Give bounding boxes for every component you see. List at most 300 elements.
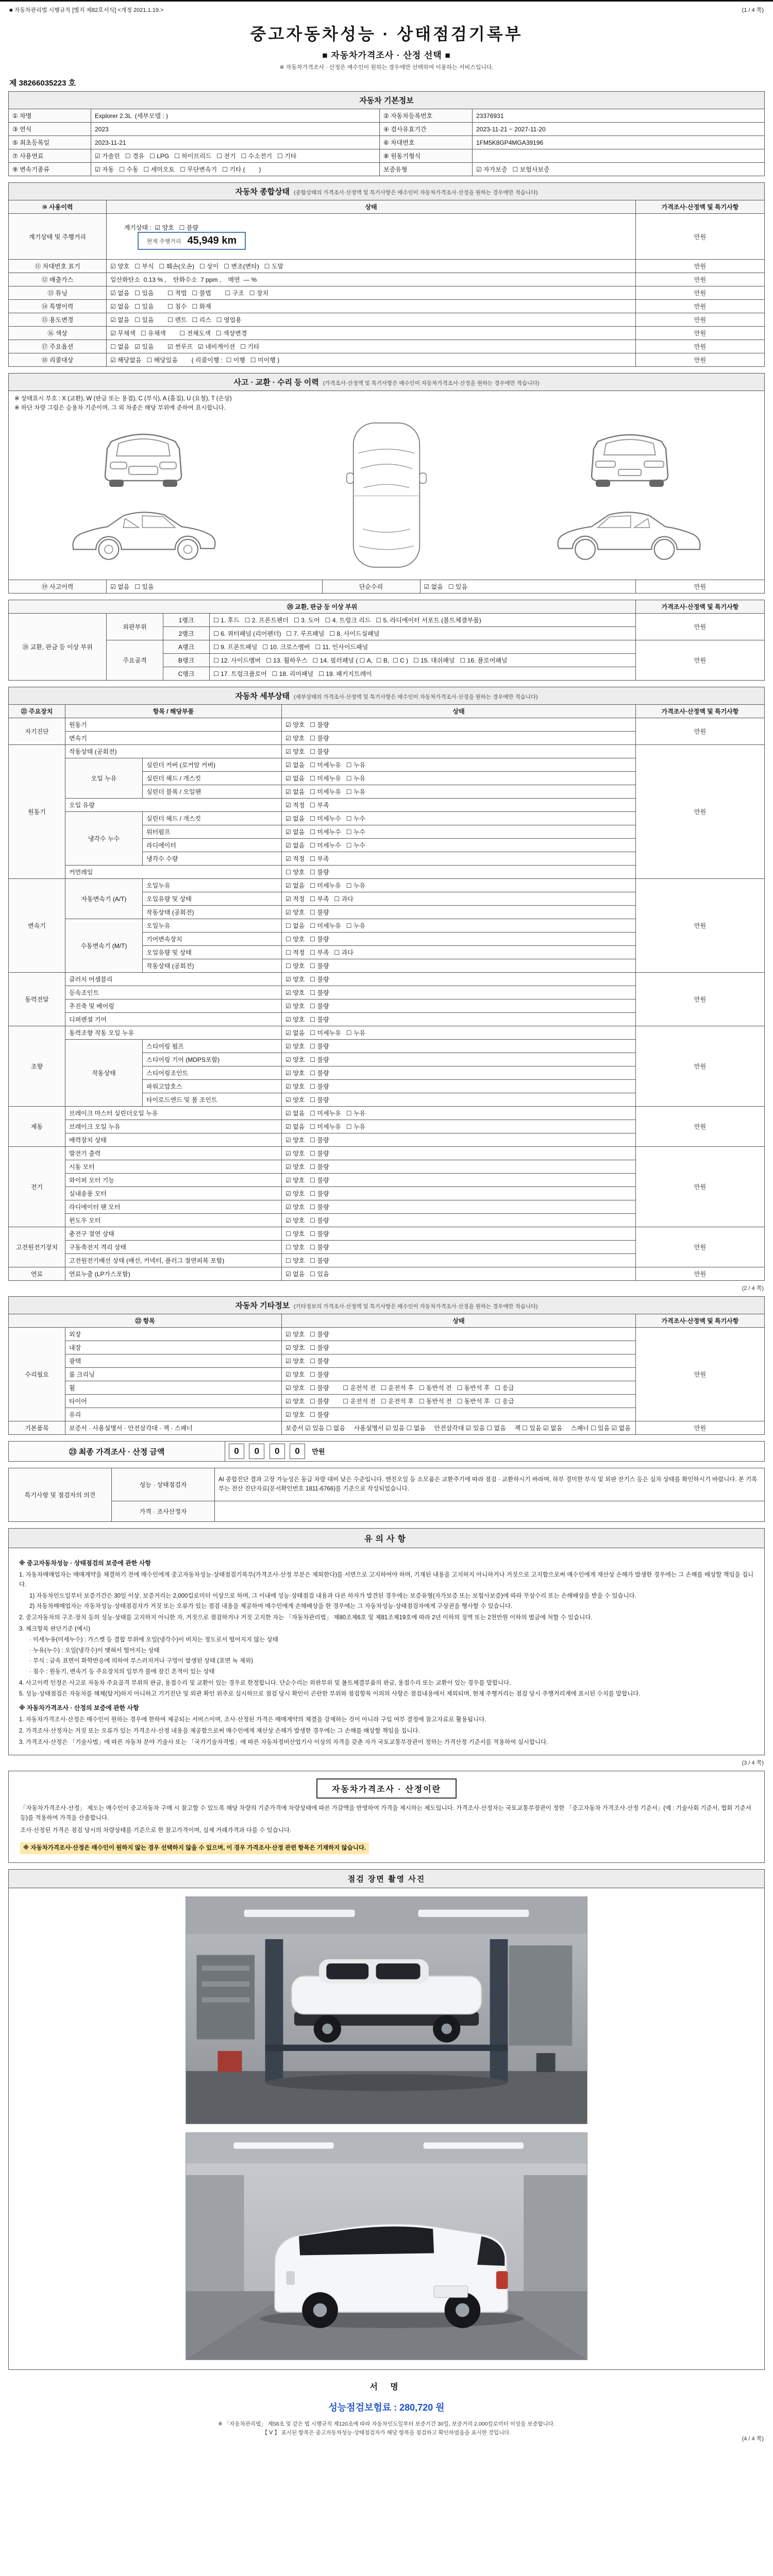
item-label: ⑭ 특별이력: [9, 300, 107, 313]
form-reference-row: [8, 5, 765, 14]
page-mark: (3 / 4 쪽): [742, 1760, 764, 1767]
price-cell: 만원: [636, 340, 765, 353]
state-checkboxes: ☑ 양호 ☐ 불량: [282, 1341, 636, 1354]
item-label: 타이어: [65, 1395, 282, 1408]
price-survey-title-wrap: [20, 1778, 753, 1799]
sub-group-label: 오일 누유: [65, 758, 143, 799]
page-title: 중고자동차성능 · 상태점검기록부: [250, 25, 523, 43]
footer-line: ※ 「자동차관리법」 제58조 및 같은 법 시행규칙 제120조에 따라 자동차인도일부터 보증기간 30일, 보증거리 2,000킬로미터 이상을 보증합니다.: [218, 2421, 555, 2428]
price-digit: 0: [229, 1444, 244, 1459]
device-group-label: 고전원전기장치: [9, 1227, 65, 1267]
group-label-exchange: ⑳ 교환, 판금 등 이상 부위: [9, 614, 107, 681]
diagram-right-column: [552, 419, 707, 571]
column-header-device: ㉑ 주요장치: [9, 705, 65, 718]
price-digit: 0: [290, 1444, 305, 1459]
item-label: ⑯ 색상: [9, 327, 107, 340]
final-price-value: [225, 1442, 765, 1462]
group-label-repair: 수리필요: [9, 1328, 65, 1421]
state-checkboxes: ☑ 양호 ☐ 불량: [282, 1408, 636, 1421]
column-header-state: 상태: [282, 1314, 636, 1328]
state-checkboxes: ☐ 양호 ☐ 불량: [282, 1254, 636, 1267]
item-label: 실린더 커버 (로커암 커버): [143, 758, 282, 772]
item-label: 실린더 블록 / 오일팬: [143, 785, 282, 799]
rank-label: C랭크: [163, 667, 210, 681]
item-label: 구동축전지 격리 상태: [65, 1241, 282, 1254]
price-digit: 0: [249, 1444, 264, 1459]
price-cell: 만원: [635, 1328, 764, 1421]
basic-info-table: [8, 91, 765, 176]
inspection-photo-lift: [186, 1896, 587, 2124]
device-group-label: 연료: [9, 1267, 65, 1281]
section-title-text: 자동차 기타정보: [235, 1301, 290, 1310]
state-checkboxes: ☑ 양호 ☐ 불량: [282, 1328, 636, 1341]
rank-label: 1랭크: [163, 614, 210, 627]
price-cell: 만원: [636, 614, 765, 640]
state-checkboxes: ☐ 양호 ☐ 불량: [282, 1241, 636, 1254]
state-checkboxes: ☑ 양호 ☐ 불량: [282, 1013, 636, 1026]
form-reference-text: ■ 자동차관리법 시행규칙 [별지 제82호서식] <개정 2021.1.19.>: [9, 7, 164, 13]
notice-paragraph: 2. 중고자동차의 구조·장치 등의 성능·상태를 고지하지 아니한 자, 거짓으로 점검하거나 거짓 고지한 자는 「자동차관리법」 제80조제6호 및 제81조제19호에 따라 2년 이하의 징역 또는 2천만원 이하의 벌금에 처할 수 있습니다.: [19, 1614, 593, 1621]
state-checkboxes: ☑ 없음 ☐ 있음 ☐ 적법 ☐ 불법 ☐ 구조 ☐ 장치: [107, 286, 636, 300]
item-label: 작동상태 (공회전): [143, 906, 282, 919]
item-label: 룸 크리닝: [65, 1368, 282, 1381]
item-label: 휠: [65, 1381, 282, 1395]
item-label: ⑬ 튜닝: [9, 286, 107, 300]
state-checkboxes: ☑ 없음 ☐ 미세누수 ☐ 누수: [282, 812, 636, 825]
device-group-label: 변속기: [9, 879, 65, 973]
item-label: 윈도우 모터: [65, 1214, 282, 1227]
item-label: 작동상태 (공회전): [143, 959, 282, 973]
group-label-basic-items: 기본품목: [9, 1421, 65, 1435]
price-cell: 만원: [636, 260, 765, 273]
device-group-label: 전기: [9, 1147, 65, 1227]
item-label: 타이로드엔드 및 볼 조인트: [143, 1093, 282, 1107]
section-note: (가격조사·산정액 및 특기사항은 매수인이 자동차가격조사·산정을 원하는 경우에만 적습니다): [323, 380, 540, 386]
section-note: (세부상태의 가격조사·산정액 및 특기사항은 매수인이 자동차가격조사·산정을 원하는 경우에만 적습니다): [294, 694, 538, 700]
column-header-price: 가격조사·산정액 및 특기사항: [636, 200, 765, 214]
field-label: 보증유형: [380, 163, 473, 176]
item-label: 연료누출 (LP가스포함): [65, 1267, 282, 1281]
accident-history-checkboxes: ☑ 없음 ☐ 있음: [107, 580, 323, 594]
state-checkboxes: ☑ 없음 ☐ 미세누유 ☐ 누유: [282, 879, 636, 892]
price-cell: 만원: [635, 1107, 764, 1147]
field-value-reg-no: 23376931: [473, 109, 765, 123]
detail-condition-table: [8, 687, 765, 1281]
column-header-exchange: ⑳ 교환, 판금 등 이상 부위: [9, 600, 636, 614]
item-label: 브레이크 마스터 실린더오일 누유: [65, 1107, 282, 1120]
footer-line: 【 Ⅴ 】 표시된 항목은 중고자동차성능·상태점검자가 해당 항목을 점검하고 확인하였음을 표시한 것입니다.: [262, 2429, 511, 2436]
price-cell: 만원: [636, 313, 765, 327]
price-cell: 만원: [635, 1267, 764, 1281]
notice-paragraph: 2. 가격조사·산정자는 거짓 또는 오류가 있는 가격조사·산정 내용을 제공함으로써 매수인에게 재산상 손해가 발생한 경우에는 그 손해를 배상할 책임을 집니다.: [19, 1728, 420, 1734]
state-checkboxes: ☑ 무채색 ☐ 유채색 ☐ 전체도색 ☐ 색상변경: [107, 327, 636, 340]
field-value-first-reg-date: 2023-11-21: [91, 136, 380, 149]
document-number: 제 38266035223 호: [9, 79, 76, 88]
notice-body: [9, 1548, 764, 1755]
state-checkboxes: ☑ 양호 ☐ 불량: [282, 1354, 636, 1368]
current-mileage-box: [138, 232, 246, 250]
price-survey-info-section: [8, 1771, 765, 1863]
item-label: 오일유량 및 상태: [143, 892, 282, 906]
field-label: ⑨ 변속기종류: [9, 163, 91, 176]
exchange-panel-table: [8, 600, 765, 681]
item-label: 충전구 절연 상태: [65, 1227, 282, 1241]
fuel-type-checkboxes: ☑ 가솔린 ☐ 경유 ☐ LPG ☐ 하이브리드 ☐ 전기 ☐ 수소전기 ☐ 기타: [91, 149, 380, 163]
item-label: 시동 모터: [65, 1160, 282, 1174]
state-checkboxes: ☑ 없음 ☐ 있음: [282, 1267, 636, 1281]
item-label: 실내송풍 모터: [65, 1187, 282, 1200]
diagram-cell: [9, 391, 765, 580]
sub-group-label: 수동변속기 (M/T): [65, 919, 143, 973]
notice-subitem: · 부식 : 금속 표면이 화학반응에 의하여 부스러지거나 구멍이 발생된 상태 (표면 녹 제외): [29, 1658, 253, 1665]
item-label: 외장: [65, 1328, 282, 1341]
state-checkboxes: ☑ 양호 ☐ 불량: [282, 1053, 636, 1066]
column-header-price: 가격조사·산정액 및 특기사항: [635, 705, 764, 718]
state-checkboxes: ☐ 없음 ☑ 있음 ☑ 썬루프 ☑ 네비게이션 ☐ 기타: [107, 340, 636, 353]
device-group-label: 원동기: [9, 745, 65, 879]
column-header-usage: ⑩ 사용이력: [9, 200, 107, 214]
item-label: 오일 유량: [65, 799, 282, 812]
state-checkboxes: ☑ 없음 ☐ 있음 ☐ 렌트 ☐ 리스 ☐ 영업용: [107, 313, 636, 327]
price-cell: 만원: [636, 273, 765, 286]
state-checkboxes: ☐ 없음 ☐ 미세누유 ☐ 누유: [282, 919, 636, 933]
mileage-value: 45,949 km: [187, 235, 237, 246]
car-diagram-grid: [12, 413, 761, 578]
accident-history-table: [8, 373, 765, 594]
item-label: 스티어링 펌프: [143, 1040, 282, 1053]
state-checkboxes: ☑ 없음 ☐ 미세누유 ☐ 누유: [282, 785, 636, 799]
notice-subitem: 2) 자동차매매업자는 자동차성능·상태점검자가 거짓 또는 오류가 있는 점검 내용을 제공하여 매수인에게 손해배상을 한 경우에는 그 자동차성능·상태점검자에게 구상권을 행사할 수 있습니다.: [29, 1603, 513, 1610]
inspection-insurance-premium: 성능점검보험료 : 280,720 원: [328, 2402, 445, 2413]
notice-paragraph: 1. 자동차매매업자는 매매계약을 체결하기 전에 매수인에게 중고자동차성능·상태점검기록부(가격조사·산정 부분은 제외한다)를 서면으로 고지하여야 하며, 기재된 내용을 고지하지 아니하거나 거짓으로 고지함으로써 매수인에게 재산상 손해가 발생한 경우에는 그 손해를 배상할 책임을 집니다.: [19, 1572, 754, 1588]
state-checkboxes: ☑ 양호 ☐ 불량: [282, 1160, 636, 1174]
notice-heading: ※ 자동차가격조사 · 산정의 보증에 관한 사항: [19, 1704, 139, 1711]
price-cell: 만원: [636, 300, 765, 313]
state-checkboxes: ☑ 양호 ☐ 불량: [282, 1080, 636, 1093]
document-subnote: ※ 자동차가격조사 · 산정은 매수인이 원하는 경우에만 선택하여 이용하는 서비스입니다.: [279, 64, 494, 71]
field-label: ⑥ 차대번호: [380, 136, 473, 149]
inspector-label: 성능 · 상태점검자: [112, 1468, 215, 1501]
item-label: 계기상태 및 주행거리: [9, 214, 107, 260]
item-label: 원동기: [65, 718, 282, 732]
item-label: ⑮ 용도변경: [9, 313, 107, 327]
price-cell: 만원: [636, 353, 765, 367]
state-checkboxes: ☑ 없음 ☐ 미세누유 ☐ 누유: [282, 1120, 636, 1133]
price-cell: 만원: [635, 1421, 764, 1435]
device-group-label: 제동: [9, 1107, 65, 1147]
diagram-left-column: [66, 419, 221, 571]
car-diagram-rear-view: [552, 419, 707, 491]
price-cell: 만원: [635, 745, 764, 879]
inspection-photo-bay: [186, 2132, 587, 2360]
car-diagram-left-side-view: [66, 499, 221, 571]
warranty-type-checkboxes: ☑ 자가보증 ☐ 보험사보증: [473, 163, 765, 176]
state-checkboxes: ☑ 없음 ☐ 미세누유 ☐ 누유: [282, 1026, 636, 1040]
state-checkboxes: ☑ 양호 ☐ 불량: [282, 1093, 636, 1107]
page-mark: (1 / 4 쪽): [742, 7, 764, 13]
price-cell: 만원: [635, 973, 764, 1026]
price-survey-title: 자동차가격조사 · 산정이란: [316, 1778, 457, 1799]
state-checkboxes: ☑ 적정 ☐ 부족: [282, 799, 636, 812]
state-checkboxes: ☑ 양호 ☐ 불량: [282, 1040, 636, 1053]
state-checkboxes: ☑ 양호 ☐ 불량: [282, 1200, 636, 1214]
transmission-checkboxes: ☑ 자동 ☐ 수동 ☐ 세미오토 ☐ 무단변속기 ☐ 기타 ( ): [91, 163, 380, 176]
item-label: 클러치 어셈블리: [65, 973, 282, 986]
item-label: 보증서 · 사용설명서 · 안전삼각대 · 잭 · 스패너: [65, 1421, 282, 1435]
section-title-text: 자동차 세부상태: [235, 692, 290, 701]
field-label: ⑦ 사용연료: [9, 149, 91, 163]
state-checkboxes: ☑ 없음 ☐ 미세누수 ☐ 누수: [282, 825, 636, 839]
notice-title: 유의사항: [9, 1529, 764, 1548]
document-header: [8, 21, 765, 71]
notice-paragraph: 5. 성능·상태점검은 자동차를 해체(탈거)하지 아니하고 기기진단 및 외관 확인 위주로 실시하므로 점검 당시 확인이 곤란한 부위와 점검항목 이외의 사항은 점검내용에서 제외되며, 현재 주행거리는 점검 당시 주행거리계에 표시된 수치를 말합니다.: [19, 1691, 641, 1698]
column-header-state: 상태: [282, 705, 636, 718]
state-checkboxes: ☑ 양호 ☐ 불량: [282, 1133, 636, 1147]
item-label: 워터펌프: [143, 825, 282, 839]
state-checkboxes: ☑ 양호 ☐ 불량 ☐ 운전석 전 ☐ 운전석 후 ☐ 동반석 전 ☐ 동반석 후 ☐ 응급: [282, 1381, 636, 1395]
group-label-main-frame: 주요골격: [107, 640, 163, 681]
sub-group-label: 작동상태: [65, 1040, 143, 1107]
diagram-note-legend: ※ 하단 차량 그림은 승용차 기준이며, 그 외 차종은 해당 부위에 준하여 표시합니다.: [14, 405, 226, 411]
price-survey-highlight: ※ 자동차가격조사·산정은 매수인이 원하지 않는 경우 선택하지 않을 수 있으며, 이 경우 가격조사·산정 관련 항목은 기재하지 않습니다.: [20, 1842, 369, 1854]
item-label: 내장: [65, 1341, 282, 1354]
price-survey-text: 「자동차가격조사·산정」 제도는 매수인이 중고자동차 구매 시 참고할 수 있도록 해당 차량의 기준가격에 차량상태에 따른 가감액을 반영하여 가격을 제시하는 제도입니다. 가격조사·산정자는 국토교통부장관이 정한 「중고자동차 가격조사·산정 기준서」(예 : 기술사회 기준서, 협회 기준서 등)를 적용하여 가격을 산출합니다.: [20, 1805, 751, 1821]
price-cell: 만원: [635, 1227, 764, 1267]
price-cell: 만원: [636, 640, 765, 681]
field-label: ② 자동차등록번호: [380, 109, 473, 123]
item-label: ⑱ 리콜대상: [9, 353, 107, 367]
column-header-item: ㉒ 항목: [9, 1314, 282, 1328]
section-title-text: 자동차 종합상태: [235, 188, 290, 196]
field-value-car-name: Explorer 2.3L (세부모델 : ): [91, 109, 380, 123]
notice-paragraph: 3. 가격조사·산정은 「기술사법」에 따른 자동차 분야 기술사 또는 「국가기술자격법」에 따른 자동차정비산업기사 이상의 자격을 갖춘 자가 국토교통부장관이 정하는 가격산정 기준서를 적용하여 실시합니다.: [19, 1739, 548, 1745]
final-price-table: [8, 1441, 765, 1462]
simple-repair-checkboxes: ☑ 없음 ☐ 있음: [420, 580, 636, 594]
state-checkboxes: ☑ 양호 ☐ 불량: [282, 986, 636, 999]
item-label: 추진축 및 베어링: [65, 999, 282, 1013]
state-checkboxes: ☑ 없음 ☐ 있음 ☐ 침수 ☐ 화재: [107, 300, 636, 313]
item-label: 오일누유: [143, 879, 282, 892]
rank-items-checkboxes: ☐ 6. 쿼터패널 (리어펜더) ☐ 7. 루프패널 ☐ 8. 사이드실패널: [210, 627, 636, 640]
rank-items-checkboxes: ☐ 1. 후드 ☐ 2. 프론트펜더 ☐ 3. 도어 ☐ 4. 트렁크 리드 ☐ 5. 라디에이터 서포트 (볼트체결부품): [210, 614, 636, 627]
inspector-opinion-table: [8, 1468, 765, 1522]
price-digit: 0: [270, 1444, 285, 1459]
appraiser-label: 가격 · 조사산정자: [112, 1501, 215, 1522]
item-label: ⑰ 주요옵션: [9, 340, 107, 353]
opinion-group-label: 특기사항 및 점검자의 의견: [9, 1468, 112, 1522]
notice-subitem: · 미세누유(미세누수) : 가스켓 등 결합 부위에 오일(냉각수)이 비치는 정도로서 떨어지지 않는 상태: [29, 1637, 278, 1643]
field-label: ③ 연식: [9, 123, 91, 136]
state-checkboxes: ☑ 양호 ☐ 불량: [282, 906, 636, 919]
item-label: 실린더 헤드 / 개스킷: [143, 772, 282, 785]
state-checkboxes: ☐ 양호 ☐ 불량: [282, 866, 636, 879]
item-label: 라디에이터: [143, 839, 282, 852]
item-label: 작동상태 (공회전): [65, 745, 282, 758]
item-label: 오일누유: [143, 919, 282, 933]
state-checkboxes: ☑ 해당없음 ☐ 해당있음 ( 리콜이행 : ☐ 이행 ☐ 미이행 ): [107, 353, 636, 367]
field-value-engine-type: [473, 149, 765, 163]
item-label: ⑪ 차대번호 표기: [9, 260, 107, 273]
section-title-text: 자동차 기본정보: [359, 96, 414, 105]
field-label: ① 차명: [9, 109, 91, 123]
section-title-detail: [9, 687, 765, 705]
signature-section: [8, 2380, 765, 2414]
section-title-basic: [9, 92, 765, 109]
item-label: 단순수리: [322, 580, 420, 594]
inspection-photos-section: [8, 1869, 765, 2370]
state-checkboxes: ☐ 양호 ☐ 불량: [282, 1227, 636, 1241]
state-checkboxes: ☑ 양호 ☐ 불량: [282, 1368, 636, 1381]
odometer-state-cell: [107, 214, 636, 260]
item-label: 스티어링 기어 (MDPS포함): [143, 1053, 282, 1066]
item-label: 고전원전기배선 상태 (배선, 커넥터, 플러그 절연피복 포함): [65, 1254, 282, 1267]
signature-label: 서 명: [369, 2383, 404, 2392]
state-checkboxes: ☐ 양호 ☐ 불량: [282, 933, 636, 946]
car-diagram-front-view: [66, 419, 221, 491]
price-cell: 만원: [635, 879, 764, 973]
device-group-label: 동력전달: [9, 973, 65, 1026]
item-label: 기어변속장치: [143, 933, 282, 946]
state-checkboxes: ☑ 양호 ☐ 불량: [282, 718, 636, 732]
field-value-year: 2023: [91, 123, 380, 136]
item-label: 스티어링조인트: [143, 1066, 282, 1080]
sub-group-label: 자동변속기 (A/T): [65, 879, 143, 919]
car-diagram-right-side-view: [552, 499, 707, 571]
notice-heading: ※ 중고자동차성능 · 상태점검의 보증에 관한 사항: [19, 1560, 151, 1567]
lift-photo-illustration: [186, 1897, 587, 2124]
section-note: (종합상태의 가격조사·산정액 및 특기사항은 매수인이 자동차가격조사·산정을 원하는 경우에만 적습니다): [294, 190, 538, 196]
notice-paragraph: 1. 자동차가격조사·산정은 매수인이 원하는 경우에 한하여 제공되는 서비스이며, 조사·산정된 가격은 매매계약의 체결을 강제하는 것이 아니라 구입 여부 결정에 참고자료로 활용됩니다.: [19, 1717, 486, 1723]
mileage-label: 현재 주행거리: [146, 238, 181, 245]
item-label: ⑫ 배출가스: [9, 273, 107, 286]
price-cell: 만원: [636, 214, 765, 260]
state-checkboxes: ☑ 적정 ☐ 부족: [282, 852, 636, 866]
item-label: 냉각수 수량: [143, 852, 282, 866]
price-survey-text: 조사·산정된 가격은 점검 당시의 차량상태를 기준으로 한 참고가격이며, 실제 거래가격과 다를 수 있습니다.: [20, 1827, 292, 1834]
notice-subitem: · 침수 : 원동기, 변속기 등 주요장치의 일부가 물에 잠긴 흔적이 있는 상태: [29, 1669, 215, 1675]
state-checkboxes: ☑ 양호 ☐ 불량 ☐ 운전석 전 ☐ 운전석 후 ☐ 동반석 전 ☐ 동반석 후 ☐ 응급: [282, 1395, 636, 1408]
notice-subitem: 1) 자동차인도일부터 보증기간은 30일 이상, 보증거리는 2,000킬로미터 이상으로 하며, 그 이내에 성능·상태점검 내용과 다른 하자가 발견된 경우에는 보증유형(자가보증 또는 보험사보증)에 따라 무상수리 또는 손해배상을 받을 수 있습니다.: [29, 1592, 636, 1599]
price-cell: 만원: [635, 1026, 764, 1107]
section-title-etc: [9, 1297, 765, 1314]
item-label: 오일유량 및 상태: [143, 946, 282, 959]
state-checkboxes: ☑ 없음 ☐ 미세누유 ☐ 누유: [282, 772, 636, 785]
page-mark: (4 / 4 쪽): [742, 2435, 764, 2442]
item-label: 배력장치 상태: [65, 1133, 282, 1147]
field-value-inspection-period: 2023-11-21 ~ 2027-11-20: [473, 123, 765, 136]
appraiser-opinion-text: [215, 1501, 765, 1522]
state-checkboxes: ☑ 양호 ☐ 불량: [282, 999, 636, 1013]
inspection-photos-title: 점검 장면 촬영 사진: [9, 1870, 764, 1888]
column-header-price: 가격조사·산정액 및 특기사항: [636, 600, 765, 614]
rank-items-checkboxes: ☐ 17. 트렁크플로어 ☐ 18. 리어패널 ☐ 19. 패키지트레이: [210, 667, 636, 681]
price-cell: 만원: [636, 327, 765, 340]
field-value-vin: 1FM5K8GP4MGA39196: [473, 136, 765, 149]
rank-items-checkboxes: ☐ 9. 프론트패널 ☐ 10. 크로스멤버 ☐ 11. 인사이드패널: [210, 640, 636, 654]
emission-values: 일산화탄소 0.13 % , 탄화수소 7 ppm , 매연 ― %: [107, 273, 636, 286]
item-label: 발전기 출력: [65, 1147, 282, 1160]
state-checkboxes: ☑ 양호 ☐ 불량: [282, 1066, 636, 1080]
notice-subitem: · 누유(누수) : 오일(냉각수)이 맺혀서 떨어지는 상태: [29, 1647, 160, 1654]
price-cell: 만원: [635, 718, 764, 745]
column-header-price: 가격조사·산정액 및 특기사항: [635, 1314, 764, 1328]
meter-state-checkboxes: 계기상태 : ☑ 양호 ☐ 불량: [124, 224, 198, 231]
rank-label: 2랭크: [163, 627, 210, 640]
sub-group-label: 냉각수 누수: [65, 812, 143, 866]
item-label: 라디에이터 팬 모터: [65, 1200, 282, 1214]
item-label: 등속조인트: [65, 986, 282, 999]
inspector-opinion-text: AI 종합진단 결과 고장 가능성은 동급 차량 대비 낮은 수준입니다. 엔진오일 등 소모품은 교환주기에 따라 점검 · 교환하시기 바라며, 하부 경미한 부식 및 외판 잔기스 등은 실차 상태를 확인하시기 바랍니다. 본 기록부는 전산 진단자료(문서확인번호 1811-6766)를 기준으로 작성되었습니다.: [215, 1468, 765, 1501]
rank-label: A랭크: [163, 640, 210, 654]
state-checkboxes: 보증서 ☑ 있음 ☐ 없음 사용설명서 ☑ 있음 ☐ 없음 안전삼각대 ☑ 있음 ☐ 없음 잭 ☐ 있음 ☑ 없음 스패너 ☐ 있음 ☑ 없음: [282, 1421, 636, 1435]
column-header-item: 항목 / 해당부품: [65, 705, 282, 718]
item-label: 변속기: [65, 732, 282, 745]
page-mark: (2 / 4 쪽): [742, 1285, 764, 1292]
section-title-text: 사고 · 교환 · 수리 등 이력: [233, 378, 319, 387]
device-group-label: 조향: [9, 1026, 65, 1107]
item-label: 커먼레일: [65, 866, 282, 879]
price-cell: 만원: [635, 1147, 764, 1227]
final-price-label-text: ㉓ 최종 가격조사 · 산정 금액: [69, 1447, 165, 1456]
document-subtitle: ■ 자동차가격조사 · 산정 선택 ■: [322, 50, 451, 60]
column-header-state: 상태: [107, 200, 636, 214]
item-label: 와이퍼 모터 기능: [65, 1174, 282, 1187]
section-title-accident: [9, 374, 765, 391]
field-label: ⑧ 원동기형식: [380, 149, 473, 163]
state-checkboxes: ☑ 양호 ☐ 불량: [282, 1147, 636, 1160]
item-label: 실린더 헤드 / 개스킷: [143, 812, 282, 825]
section-title-overall: [9, 183, 765, 200]
overall-condition-table: [8, 182, 765, 367]
state-checkboxes: ☑ 없음 ☐ 미세누유 ☐ 누유: [282, 1107, 636, 1120]
rank-items-checkboxes: ☐ 12. 사이드멤버 ☐ 13. 휠하우스 ☐ 14. 필러패널 ( ☐ A, ☐ B, ☐ C ) ☐ 15. 대쉬패널 ☐ 16. 플로어패널: [210, 654, 636, 667]
etc-info-table: [8, 1296, 765, 1435]
state-checkboxes: ☑ 없음 ☐ 미세누유 ☐ 누유: [282, 758, 636, 772]
state-code-legend: ※ 상태표시 부호 : X (교환), W (판금 또는 용접), C (부식), A (흠집), U (요철), T (손상): [14, 396, 232, 402]
state-checkboxes: ☑ 적정 ☐ 부족 ☐ 과다: [282, 892, 636, 906]
item-label: 유리: [65, 1408, 282, 1421]
item-label: ⑲ 사고이력: [9, 580, 107, 594]
device-group-label: 자기진단: [9, 718, 65, 745]
state-checkboxes: ☑ 양호 ☐ 불량: [282, 1214, 636, 1227]
state-checkboxes: ☑ 양호 ☐ 불량: [282, 973, 636, 986]
state-checkboxes: ☑ 양호 ☐ 불량: [282, 745, 636, 758]
state-checkboxes: ☑ 양호 ☐ 부식 ☐ 훼손(오손) ☐ 상이 ☐ 변조(변타) ☐ 도말: [107, 260, 636, 273]
state-checkboxes: ☐ 양호 ☐ 불량: [282, 959, 636, 973]
car-diagram-top-view: [322, 418, 451, 572]
state-checkboxes: ☑ 양호 ☐ 불량: [282, 732, 636, 745]
section-note: (기타정보의 가격조사·산정액 및 특기사항은 매수인이 자동차가격조사·산정을 원하는 경우에만 적습니다): [294, 1303, 538, 1310]
state-checkboxes: ☑ 양호 ☐ 불량: [282, 1187, 636, 1200]
item-label: 광택: [65, 1354, 282, 1368]
final-price-label: [9, 1442, 225, 1462]
state-checkboxes: ☑ 양호 ☐ 불량: [282, 1174, 636, 1187]
group-label-outer-panel: 외판부위: [107, 614, 163, 640]
state-checkboxes: ☑ 없음 ☐ 미세누수 ☐ 누수: [282, 839, 636, 852]
notice-section: [8, 1528, 765, 1755]
price-unit: 만원: [312, 1448, 325, 1455]
item-label: 브레이크 오일 누유: [65, 1120, 282, 1133]
item-label: 디퍼렌셜 기어: [65, 1013, 282, 1026]
price-cell: 만원: [636, 580, 765, 594]
field-label: ⑤ 최초등록일: [9, 136, 91, 149]
bay-photo-illustration: [186, 2133, 587, 2360]
rank-label: B랭크: [163, 654, 210, 667]
state-checkboxes: ☐ 적정 ☐ 부족 ☐ 과다: [282, 946, 636, 959]
item-label: 동력조향 작동 오일 누유: [65, 1026, 282, 1040]
notice-paragraph: 4. 사고이력 인정은 사고로 자동차 주요골격 부위의 판금, 용접수리 및 교환이 있는 경우로 한정합니다. 단순수리는 외판부위 및 볼트체결부품의 판금, 용접수리 또는 교환이 있는 경우를 말합니다.: [19, 1680, 511, 1686]
field-label: ④ 검사유효기간: [380, 123, 473, 136]
